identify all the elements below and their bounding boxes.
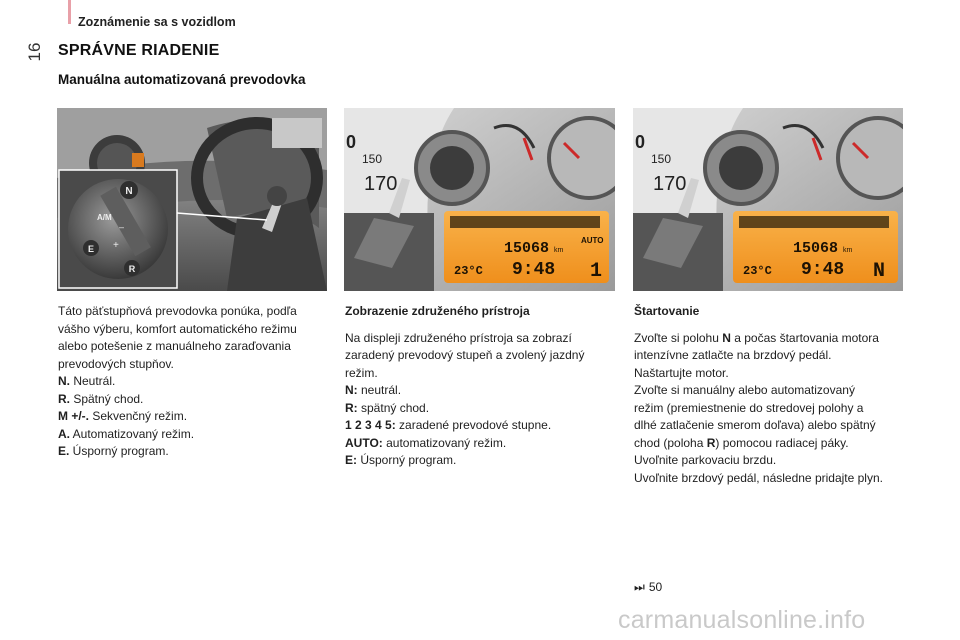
- item-text: automatizovaný režim.: [382, 435, 507, 450]
- text-part: chod (poloha: [634, 435, 707, 450]
- instruction-line: dlhé zatlačenie smerom doľava) alebo spätný: [634, 418, 876, 432]
- odometer-value-1: 15068: [504, 240, 550, 257]
- intro-line: prevodových stupňov.: [58, 356, 174, 371]
- list-item: [58, 443, 328, 461]
- instruction-line: Uvoľnite brzdový pedál, následne pridajte plyn.: [634, 470, 883, 485]
- item-text: Sekvenčný režim.: [89, 409, 188, 423]
- speed-tick-3: 170: [364, 173, 398, 195]
- odometer-value-2: 15068: [793, 240, 839, 257]
- item-text: Automatizovaný režim.: [70, 426, 195, 441]
- instruction-line: [634, 330, 909, 348]
- list-item: [345, 382, 617, 400]
- item-key: A.: [58, 426, 70, 441]
- photo-cluster-neutral: [633, 108, 903, 291]
- list-item: [345, 417, 617, 435]
- item-text: zaradené prevodové stupne.: [395, 418, 552, 432]
- cabin-illustration: [57, 108, 327, 291]
- section-label: Zoznámenie sa s vozidlom: [78, 15, 236, 29]
- knob-plus-label: +: [113, 240, 119, 251]
- clock-value-1: 9:48: [512, 260, 556, 280]
- gearbox-mode-display: AUTO: [581, 236, 604, 245]
- item-text: Úsporný program.: [357, 453, 457, 467]
- instruction-line: Uvoľnite parkovaciu brzdu.: [634, 453, 777, 467]
- instruction-line: Naštartujte motor.: [634, 365, 729, 380]
- item-key: R:: [345, 400, 358, 415]
- forward-arrow-icon: ⏭: [634, 580, 645, 594]
- photo-cluster-auto: [344, 108, 615, 291]
- intro-line: Táto päťstupňová prevodovka ponúka, podľa: [58, 304, 297, 318]
- intro-line: alebo potešenie z manuálneho zaraďovania: [58, 339, 291, 353]
- knob-n-label: N: [125, 186, 133, 197]
- list-item: [345, 452, 617, 470]
- knob-r-label: R: [128, 264, 136, 274]
- starting-column: [634, 303, 909, 487]
- instruction-line: [634, 435, 909, 453]
- speed-tick-4: 0: [635, 132, 646, 152]
- item-key: 1 2 3 4 5:: [345, 418, 396, 432]
- intro-line: Na displeji združeného prístroja sa zobrazí: [345, 330, 572, 345]
- cluster-illustration-1: [344, 108, 615, 291]
- gear-display-2: N: [873, 260, 886, 283]
- gearbox-intro-column: [58, 303, 328, 461]
- page-title: SPRÁVNE RIADENIE: [58, 42, 220, 59]
- page-number: 16: [25, 42, 44, 62]
- list-item: [58, 373, 328, 391]
- clock-value-2: 9:48: [801, 260, 845, 280]
- speed-tick-6: 170: [653, 173, 687, 195]
- list-item: [58, 426, 328, 444]
- cluster-illustration-2: [633, 108, 903, 291]
- item-key: N:: [345, 383, 358, 397]
- knob-minus-label: –: [119, 222, 125, 232]
- watermark: carmanualsonline.info: [618, 606, 866, 634]
- page-subtitle: Manuálna automatizovaná prevodovka: [58, 72, 306, 87]
- instruction-line: Zvoľte si manuálny alebo automatizovaný: [634, 383, 855, 397]
- item-text: Spätný chod.: [70, 391, 144, 406]
- list-item: [58, 408, 328, 426]
- intro-line: režim.: [345, 365, 378, 380]
- page-reference-link[interactable]: [634, 580, 662, 595]
- knob-e-label: E: [87, 244, 95, 254]
- knob-am-label: A/M: [97, 213, 112, 222]
- instruction-line: intenzívne zatlačte na brzdový pedál.: [634, 348, 832, 362]
- item-text: neutrál.: [357, 383, 402, 397]
- intro-line: zaradený prevodový stupeň a zvolený jazdný: [345, 348, 585, 362]
- temp-value-1: 23°C: [454, 264, 483, 278]
- text-part: ) pomocou radiacej páky.: [715, 435, 849, 450]
- item-key: R.: [58, 391, 70, 406]
- speed-tick-5: 150: [651, 152, 672, 166]
- item-key: M +/-.: [58, 409, 90, 423]
- item-key: N.: [58, 374, 70, 388]
- text-part: a počas štartovania motora: [730, 330, 879, 345]
- odometer-unit-1: km: [554, 247, 564, 254]
- speed-tick-2: 150: [362, 152, 383, 166]
- column-heading: Štartovanie: [634, 304, 700, 318]
- item-key: E.: [58, 444, 70, 458]
- temp-value-2: 23°C: [743, 264, 772, 278]
- cluster-display-column: [345, 303, 617, 470]
- column-heading: Zobrazenie združeného prístroja: [345, 304, 530, 318]
- list-item: [58, 391, 328, 409]
- list-item: [345, 400, 617, 418]
- speed-tick-1: 0: [346, 132, 357, 152]
- gear-display-1: 1: [590, 260, 603, 283]
- item-text: spätný chod.: [357, 400, 430, 415]
- item-text: Neutrál.: [70, 374, 116, 388]
- item-key: E:: [345, 453, 357, 467]
- accent-bar: [68, 0, 71, 24]
- list-item: [345, 435, 617, 453]
- item-key: AUTO:: [345, 435, 383, 450]
- reference-page: 50: [648, 580, 663, 594]
- item-text: Úsporný program.: [69, 444, 169, 458]
- intro-line: vášho výberu, komfort automatického režimu: [58, 321, 297, 336]
- text-part: Zvoľte si polohu: [634, 330, 723, 345]
- photo-cabin-gear-lever: [57, 108, 327, 291]
- text-part-bold: R: [706, 435, 716, 450]
- text-part-bold: N: [722, 330, 731, 345]
- instruction-line: režim (premiestnenie do stredovej polohy a: [634, 400, 864, 415]
- odometer-unit-2: km: [843, 247, 853, 254]
